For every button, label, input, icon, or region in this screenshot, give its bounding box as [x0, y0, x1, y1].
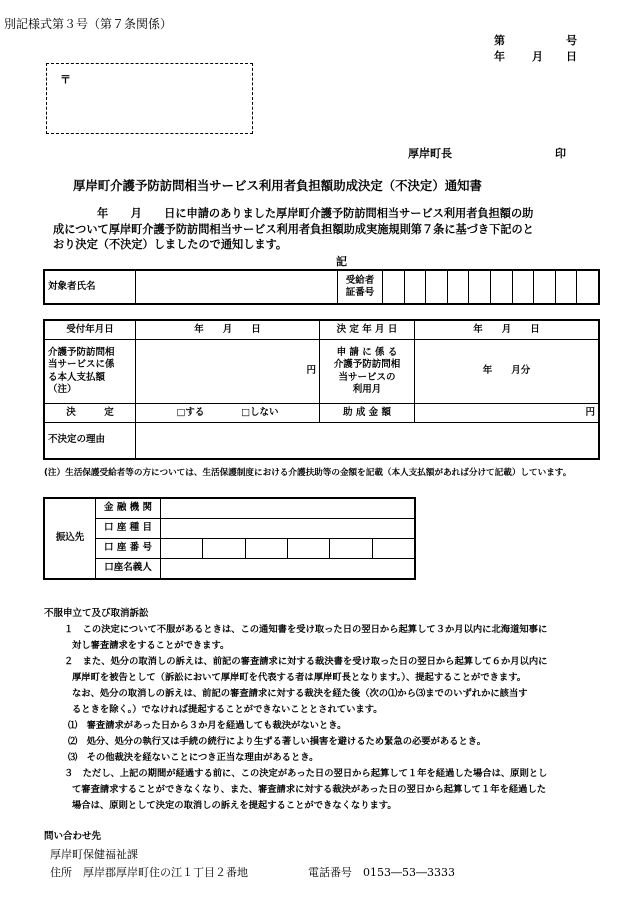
service-label-line: 介護予防訪問相 [333, 359, 401, 371]
sender-name: 厚岸町長 [408, 147, 452, 160]
appeal-body [64, 622, 547, 814]
bank-name-label: 金 融 機 関 [96, 499, 161, 519]
account-number-digit [161, 539, 203, 559]
recipient-digit-cell [447, 271, 469, 304]
recipient-digit-cell [555, 271, 577, 304]
document-title: 厚岸町介護予防訪問相当サービス利用者負担額助成決定（不決定）通知書 [73, 178, 482, 193]
doc-number-prefix: 第 [494, 34, 505, 47]
recipient-digit-cell [490, 271, 512, 304]
recipient-label-line2: 証番号 [345, 287, 375, 298]
decision-yes-checkbox[interactable]: □する [176, 406, 205, 418]
subsidy-amount-label: 助 成 金 額 [320, 404, 415, 423]
ki-mark: 記 [336, 255, 347, 268]
payment-label-line: 当サービスに係 [48, 359, 115, 371]
payment-label-line: 介護予防訪問相 [48, 346, 115, 358]
appeal-line: ⑶ その他裁決を経ないことにつき正当な理由があるとき。 [68, 752, 319, 763]
appeal-line: て審査請求することができなくなり、また、審査請求に対する裁決があった日の翌日から起算して１年を経過した [72, 784, 547, 795]
service-month-label [320, 340, 415, 404]
payment-amount-value [136, 340, 320, 404]
subsidy-amount-value [415, 404, 599, 423]
account-type-value [161, 519, 415, 539]
account-holder-label: 口座名義人 [96, 559, 161, 579]
target-person-table [44, 270, 599, 304]
address-window-box [46, 63, 253, 134]
receipt-date-label: 受付年月日 [45, 321, 136, 340]
date-month: 月 [532, 50, 543, 63]
service-label-line: 利用月 [352, 383, 382, 395]
appeal-heading: 不服申立て及び取消訴訟 [44, 608, 149, 619]
appeal-line: 対し審査請求をすることができます。 [72, 640, 230, 651]
target-name-cell [136, 271, 338, 304]
intro-line-2: 成について厚岸町介護予防訪問相当サービス利用者負担額助成実施規則第７条に基づき下記のと [53, 222, 534, 236]
date-day: 日 [566, 50, 577, 63]
receipt-date-value: 年 月 日 [136, 321, 320, 340]
recipient-digit-cell [383, 271, 405, 304]
account-number-label: 口 座 番 号 [96, 539, 161, 559]
payment-amount-label [45, 340, 136, 404]
appeal-line: 場合は、原則として決定の取消しの訴えを提起することができなくなります。 [72, 800, 397, 811]
decision-date-value: 年 月 日 [415, 321, 599, 340]
yen-unit: 円 [306, 365, 316, 377]
decision-no-checkbox[interactable]: □しない [241, 406, 279, 418]
contact-phone: 電話番号 0153―53―3333 [308, 866, 455, 879]
recipient-digit-cell [426, 271, 448, 304]
recipient-label-line1: 受給者 [345, 274, 375, 286]
appeal-line: 厚岸町を被告として（訴訟において厚岸町を代表する者は厚岸町長となります。）、提起することができます。 [72, 672, 527, 683]
appeal-line: ３ ただし、上記の期間が経過する前に、この決定があった日の翌日から起算して１年を経過した場合は、原則とし [64, 768, 548, 779]
intro-line-3: おり決定（不決定）しましたので通知します。 [53, 238, 288, 251]
account-number-digit [245, 539, 287, 559]
target-name-label: 対象者氏名 [45, 271, 136, 304]
account-number-digit [203, 539, 245, 559]
account-number-digit [372, 539, 414, 559]
decision-options [136, 404, 320, 423]
bank-account-table [44, 498, 415, 579]
appeal-line: なお、処分の取消しの訴えは、前記の審査請求に対する裁決を経た後（次の⑴から⑶までのいずれかに該当す [72, 688, 528, 699]
intro-line-1: 年 月 日に申請のありました厚岸町介護予防訪問相当サービス利用者負担額の助 [97, 207, 534, 220]
recipient-number-label [338, 271, 383, 304]
payment-label-line: （注） [48, 383, 77, 395]
contact-address: 住所 厚岸郡厚岸町住の江１丁目２番地 [50, 866, 248, 879]
decision-date-label: 決 定 年 月 日 [320, 321, 415, 340]
payment-label-line: る本人支払額 [48, 371, 106, 383]
recipient-digit-cell [404, 271, 426, 304]
recipient-digit-cell [534, 271, 556, 304]
subsidy-yen-unit: 円 [585, 406, 595, 418]
bank-name-value [161, 499, 415, 519]
rejection-reason-value [136, 423, 599, 459]
appeal-line: １ この決定について不服があるときは、この通知書を受け取った日の翌日から起算して３か月以内に北海道知事に [64, 624, 548, 635]
account-holder-value [161, 559, 415, 579]
decision-table [44, 320, 599, 459]
date-year: 年 [494, 50, 505, 63]
intro-paragraph [53, 206, 593, 253]
appeal-line: ２ また、処分の取消しの訴えは、前記の審査請求に対する裁決書を受け取った日の翌日から起算して６か月以内に [64, 656, 548, 667]
account-number-digit [330, 539, 372, 559]
account-number-digit [287, 539, 329, 559]
account-type-label: 口 座 種 目 [96, 519, 161, 539]
contact-heading: 問い合わせ先 [44, 831, 102, 842]
postal-mark: 〒 [60, 73, 71, 86]
service-label-line: 当サービスの [338, 371, 396, 383]
appeal-line: ⑴ 審査請求があった日から３か月を経過しても裁決がないとき。 [68, 720, 347, 731]
transfer-destination-label: 振込先 [45, 499, 96, 579]
recipient-digit-cell [469, 271, 491, 304]
appeal-line: ⑵ 処分、処分の執行又は手続の続行により生ずる著しい損害を避けるため緊急の必要があるとき。 [68, 736, 486, 747]
service-label-line: 申 請 に 係 る [336, 346, 398, 358]
appeal-line: るときを除く。）でなければ提起することができないこととされています。 [72, 704, 383, 715]
footnote: (注）生活保護受給者等の方については、生活保護制度における介護扶助等の金額を記載（本人支払額があれば分けて記載）しています。 [44, 468, 572, 478]
form-number: 別記様式第３号（第７条関係） [4, 17, 173, 31]
recipient-digit-cell [512, 271, 534, 304]
contact-department: 厚岸町保健福祉課 [50, 848, 138, 861]
service-month-value: 年 月分 [415, 340, 599, 404]
seal-mark: 印 [555, 147, 566, 160]
decision-label: 決 定 [45, 404, 136, 423]
doc-number-suffix: 号 [566, 34, 577, 47]
recipient-digit-cell [577, 271, 599, 304]
rejection-reason-label: 不決定の理由 [45, 423, 136, 459]
